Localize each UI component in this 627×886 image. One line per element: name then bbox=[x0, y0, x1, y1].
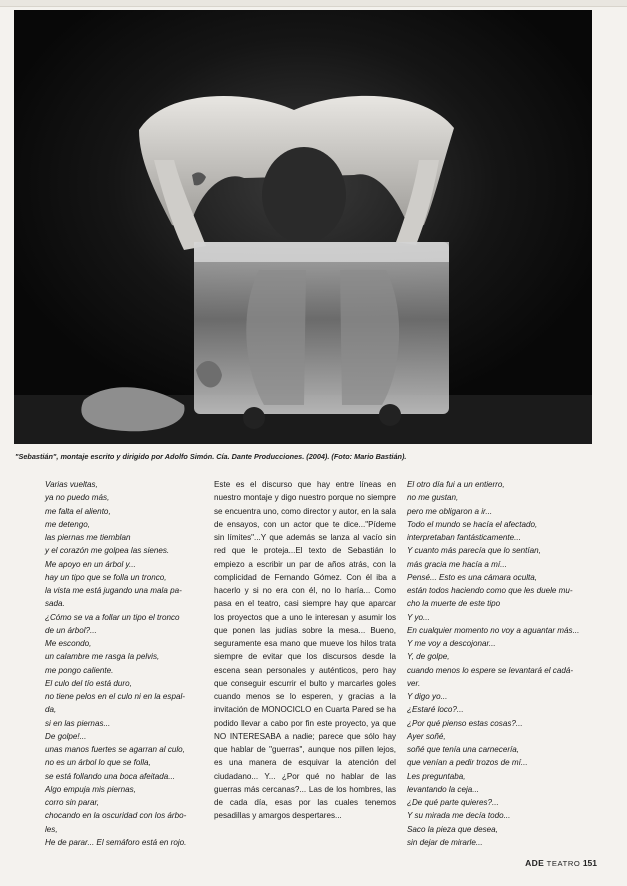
poem-line: soñé que tenía una carnecería, bbox=[407, 745, 520, 754]
poem-line: que venían a pedir trozos de mí... bbox=[407, 758, 528, 768]
poem-line: hay un tipo que se folla un tronco, bbox=[45, 572, 167, 582]
page-number: 151 bbox=[582, 858, 597, 868]
poem-line: El culo del tío está duro, bbox=[45, 678, 132, 688]
poem-line: interpretaban fantásticamente... bbox=[407, 533, 521, 542]
theatre-photo bbox=[14, 10, 592, 444]
poem-line: las piernas me tiemblan bbox=[45, 533, 131, 542]
poem-line: Todo el mundo se hacía el afectado, bbox=[407, 519, 538, 529]
poem-line: unas manos fuertes se agarran al culo, bbox=[45, 745, 185, 754]
poem-line: no me gustan, bbox=[407, 493, 459, 503]
poem-line: ¿Por qué pienso estas cosas?... bbox=[407, 718, 523, 728]
poem-line: sin dejar de mirarle... bbox=[407, 837, 483, 847]
poem-line: Y digo yo... bbox=[407, 692, 448, 701]
poem-line: pero me obligaron a ir... bbox=[407, 506, 493, 516]
poem-line: cho la muerte de este tipo bbox=[407, 599, 501, 609]
poem-line: me falta el aliento, bbox=[45, 506, 111, 516]
poem-line: me pongo caliente. bbox=[45, 665, 114, 675]
poem-line: Ayer soñé, bbox=[407, 731, 446, 741]
poem-line: no tiene pelos en el culo ni en la espal- bbox=[45, 692, 185, 701]
poem-line: Algo empuja mis piernas, bbox=[45, 784, 136, 794]
poem-line: más gracia me hacía a mí... bbox=[407, 559, 507, 569]
poem-line: me detengo, bbox=[45, 519, 90, 529]
poem-line: Y cuanto más parecía que lo sentían, bbox=[407, 546, 541, 556]
poem-line: Les preguntaba, bbox=[407, 771, 466, 781]
page-footer bbox=[525, 858, 597, 868]
poem-line: Y me voy a descojonar... bbox=[407, 639, 496, 648]
poem-line: chocando en la oscuridad con los árbo- bbox=[45, 811, 187, 821]
poem-line: un calambre me rasga la pelvis, bbox=[45, 652, 160, 662]
poem-line: Me escondo, bbox=[45, 639, 92, 648]
poem-line: de un árbol?... bbox=[45, 625, 97, 635]
poem-line: ¿De qué parte quieres?... bbox=[407, 798, 499, 807]
poem-line: les, bbox=[45, 824, 58, 834]
poem-line: De golpe!... bbox=[45, 731, 87, 741]
photo-illustration bbox=[14, 10, 592, 444]
poem-line: se está follando una boca afeitada... bbox=[45, 771, 176, 781]
page-top-edge bbox=[0, 0, 627, 7]
poem-line: Pensé... Esto es una cámara oculta, bbox=[407, 572, 538, 582]
poem-line: y el corazón me golpea las sienes. bbox=[45, 546, 170, 556]
poem-line: El otro día fui a un entierro, bbox=[407, 480, 505, 489]
poem-right-column bbox=[407, 478, 587, 849]
section-name: TEATRO bbox=[546, 859, 581, 868]
poem-line: levantando la ceja... bbox=[407, 784, 479, 794]
poem-line: En cualquier momento no voy a aguantar más... bbox=[407, 625, 580, 635]
poem-line: ya no puedo más, bbox=[45, 493, 110, 503]
poem-line: He de parar... El semáforo está en rojo. bbox=[45, 837, 187, 847]
poem-line: sada. bbox=[45, 599, 65, 609]
poem-line: Y, de golpe, bbox=[407, 652, 450, 662]
magazine-name: ADE bbox=[525, 858, 545, 868]
poem-line: ver. bbox=[407, 678, 421, 688]
poem-line: cuando menos lo espere se levantará el cadá- bbox=[407, 665, 574, 675]
poem-line: Me apoyo en un árbol y... bbox=[45, 559, 136, 569]
poem-left-column bbox=[45, 478, 203, 849]
poem-line: no es un árbol lo que se folla, bbox=[45, 758, 151, 768]
poem-line: ¿Cómo se va a follar un tipo el tronco bbox=[45, 612, 180, 622]
poem-line: Varias vueltas, bbox=[45, 480, 98, 489]
poem-line: ¿Estaré loco?... bbox=[407, 705, 464, 715]
essay-text: Este es el discurso que hay entre líneas en nuestro montaje y digo nuestro porque no siempre se encuentra uno, como director y autor, en la sala de ensayos, con un actor que te dice..."Pídeme sin límites"...Y que además se lanza al vacío sin red que le proteja...El texto de Sebastián lo empiezo a escribir un par de años atrás, con la complicidad de Fernando Gómez. Con él iba a hacerlo y si no era con él, no lo haría... Como pasa en el teatro, casi siempre hay que aparcar los proyectos que a uno le interesan y asumir los que ponen las judías sobre la mesa... Bueno, seguramente esa mano que mueve los hilos trata siempre de evitar que los discursos desde la escena sean personales y auténticos, pero hay que conseguir escurrir el bulto y marcarles goles cuando menos se lo esperen, y gracias a la invitación de MONOCICLO en Cuarta Pared se ha podido llevar a cabo por fin este proyecto, ya que NO INTERESABA a nadie; parece que sólo hay que hablar de "guerras", aunque nos pillen lejos, es una manera de esquivar la atención del ciudadano... Y... ¿Por qué no hablar de las guerras más cercanas?... Las de los hombres, las de cada día, esas por las cuales tenemos pesadillas y amargos despertares... bbox=[214, 480, 396, 821]
poem-line: Saco la pieza que desea, bbox=[407, 824, 498, 834]
poem-line: da, bbox=[45, 705, 57, 715]
poem-line: Y su mirada me decía todo... bbox=[407, 811, 511, 821]
photo-caption: "Sebastián", montaje escrito y dirigido por Adolfo Simón. Cía. Dante Producciones. (2004). (Foto: Mario Bastián). bbox=[15, 452, 407, 461]
essay-column bbox=[214, 478, 396, 823]
poem-line: Y yo... bbox=[407, 612, 430, 622]
poem-line: la vista me está jugando una mala pa- bbox=[45, 586, 182, 595]
poem-line: están todos haciendo como que les duele mu- bbox=[407, 586, 573, 595]
poem-line: si en las piernas... bbox=[45, 718, 111, 728]
poem-line: corro sin parar, bbox=[45, 798, 99, 807]
